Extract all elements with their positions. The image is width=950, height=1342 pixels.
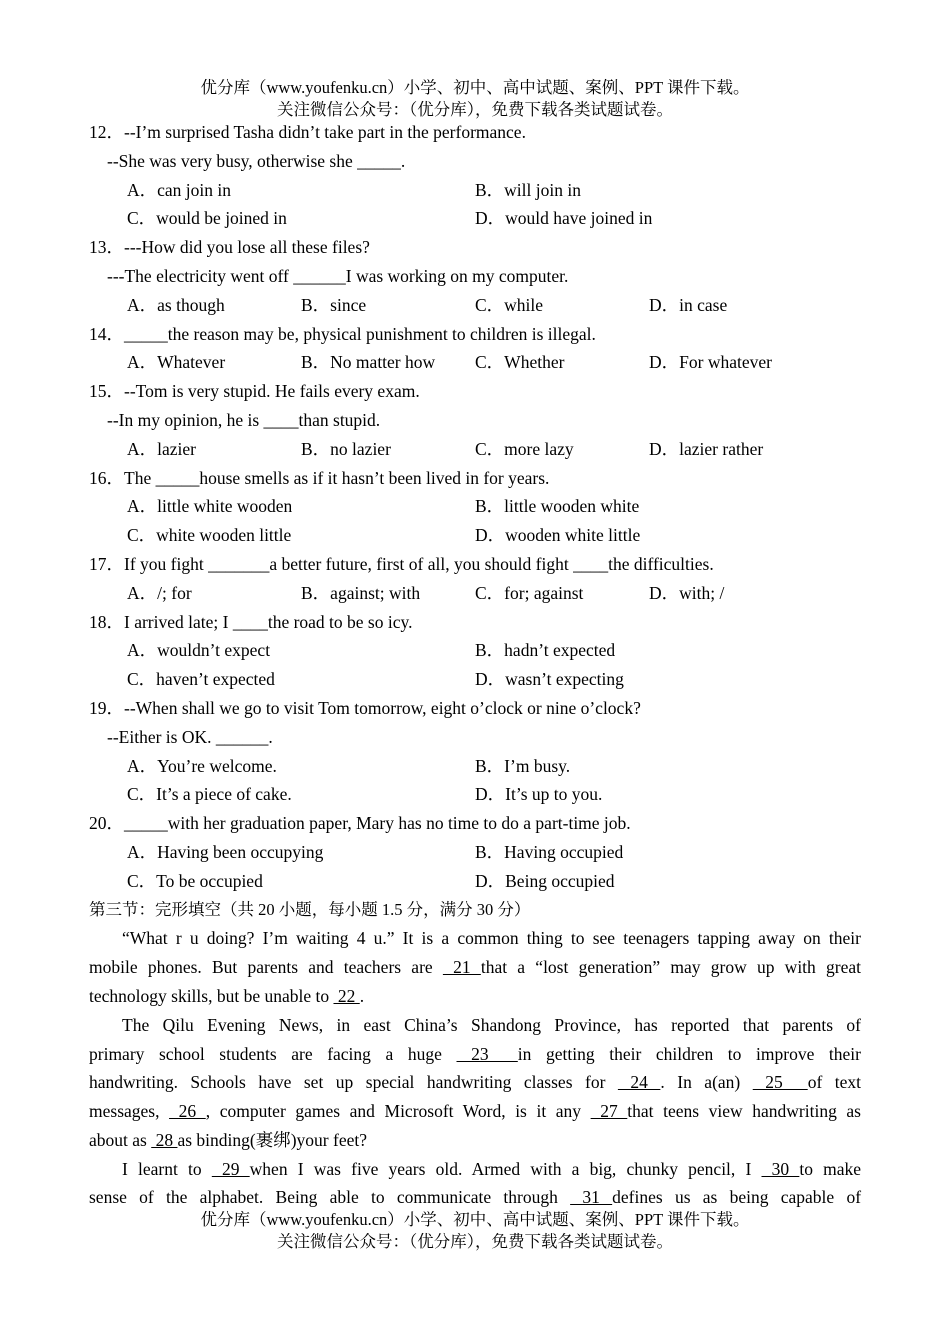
option-b: B．will join in [475,179,581,200]
option-d: D．It’s up to you. [475,784,603,805]
passage-text: defines us as being capable of [612,1187,862,1208]
cloze-blank: 31 [570,1187,613,1208]
option-c: C．while [475,294,544,315]
passage-line [89,1126,861,1155]
passage-paragraph [89,1011,861,1155]
question-stem: 14．_____the reason may be, physical punishment to children is illegal. [89,323,596,344]
page-header [0,77,950,121]
exam-body [89,118,861,1212]
cloze-blank: 22 [333,985,360,1006]
option-a: A．lazier [127,438,196,459]
question-block [89,550,861,608]
passage-text: technology skills, but be unable to [89,985,334,1006]
option-b: B．hadn’t expected [475,640,616,661]
question-block [89,809,861,895]
option-c: C．To be occupied [127,870,263,891]
option-d: D．in case [649,294,728,315]
options-row [89,348,861,377]
options-row [89,579,861,608]
option-d: D．with; / [649,582,725,603]
question-stem: 16．The _____house smells as if it hasn’t been lived in for years. [89,467,550,488]
cloze-blank: 29 [211,1158,250,1179]
question-block [89,118,861,233]
dialogue-line: --In my opinion, he is ____than stupid. [107,409,381,430]
question-block [89,694,861,809]
passage-text: sense of the alphabet. Being able to communicate through [89,1187,571,1208]
option-a: A．little white wooden [127,496,293,517]
passage-text: messages, [89,1101,170,1122]
passage-line [89,1097,861,1126]
question-stem: 15．--Tom is very stupid. He fails every exam. [89,381,420,402]
cloze-blank: 25 [752,1072,808,1093]
passage-text: I learnt to [122,1158,212,1179]
option-d: D．Being occupied [475,870,615,891]
cloze-blank: 26 [169,1101,206,1122]
dialogue-line: ---The electricity went off ______I was working on my computer. [107,265,569,286]
options-row [89,867,861,896]
dialogue-line: --Either is OK. ______. [107,726,273,747]
passage-text: . In a(an) [660,1072,753,1093]
question-stem: 17．If you fight _______a better future, first of all, you should fight ____the difficulties. [89,553,714,574]
passage-text: mobile phones. But parents and teachers are [89,957,443,978]
question-block [89,320,861,378]
options-row [89,435,861,464]
passage-line [89,1068,861,1097]
header-line-1: 优分库（www.youfenku.cn）小学、初中、高中试题、案例、PPT 课件下载。 [200,78,750,97]
cloze-blank: 21 [442,957,481,978]
option-a: A．Having been occupying [127,841,324,862]
dialogue-line: --She was very busy, otherwise she _____. [107,150,406,171]
passage-line [89,924,861,953]
option-a: A．wouldn’t expect [127,640,271,661]
passage-text: . [359,985,365,1006]
option-b: B．against; with [301,582,421,603]
passage-text: “What r u doing? I’m waiting 4 u.” It is a common thing to see teenagers tapping away on their [122,928,861,949]
option-b: B．No matter how [301,352,436,373]
option-b: B．Having occupied [475,841,624,862]
options-row [89,780,861,809]
question-stem: 12．--I’m surprised Tasha didn’t take part in the performance. [89,122,526,142]
question-block [89,464,861,550]
option-c: C．more lazy [475,438,574,459]
options-row [89,838,861,867]
option-d: D．would have joined in [475,208,653,229]
option-a: A．/; for [127,582,192,603]
question-block [89,233,861,319]
cloze-blank: 30 [761,1158,800,1179]
option-c: C．It’s a piece of cake. [127,784,292,805]
options-row [89,492,861,521]
passage-text: of text [807,1072,862,1093]
question-stem: 19．--When shall we go to visit Tom tomorrow, eight o’clock or nine o’clock? [89,697,641,718]
passage-text: in getting their children to improve their [517,1043,861,1064]
question-stem: 18．I arrived late; I ____the road to be so icy. [89,611,413,632]
passage-paragraph [89,924,861,1010]
option-c: C．would be joined in [127,208,287,229]
option-d: D．wooden white little [475,525,641,546]
passage-text: to make [799,1158,862,1179]
option-c: C．white wooden little [127,525,292,546]
question-stem: 20．_____with her graduation paper, Mary has no time to do a part-time job. [89,813,631,834]
option-c: C．haven’t expected [127,669,275,690]
option-a: A．as though [127,294,225,315]
passage-text: about as [89,1129,152,1150]
options-row [89,291,861,320]
cloze-blank: 28 [151,1129,178,1150]
cloze-blank: 27 [590,1101,628,1122]
passage-text: that teens view handwriting as [627,1101,861,1122]
option-a: A．can join in [127,179,232,200]
passage-line [89,982,861,1011]
option-b: B．no lazier [301,438,391,459]
passage-line [89,953,861,982]
passage-text: when I was five years old. Armed with a big, chunky pencil, I [249,1158,762,1179]
passage-text: as binding(裹绑)your feet? [177,1129,367,1150]
cloze-blank: 24 [617,1072,661,1093]
option-b: B．I’m busy. [475,755,571,776]
options-row [89,636,861,665]
question-block [89,377,861,463]
option-b: B．since [301,294,367,315]
option-a: A．You’re welcome. [127,755,277,776]
passage-line [89,1011,861,1040]
option-c: C．Whether [475,352,565,373]
page-footer [0,1209,950,1253]
options-row [89,176,861,205]
options-row [89,665,861,694]
option-d: D．lazier rather [649,438,764,459]
passage-text: that a “lost generation” may grow up with great [480,957,861,978]
question-stem: 13．---How did you lose all these files? [89,237,370,258]
options-row [89,752,861,781]
header-line-2: 关注微信公众号：（优分库），免费下载各类试题试卷。 [277,100,673,119]
option-c: C．for; against [475,582,584,603]
passage-text: The Qilu Evening News, in east China’s Shandong Province, has reported that parents of [122,1014,861,1035]
question-block [89,608,861,694]
passage-line [89,1040,861,1069]
passage-text: , computer games and Microsoft Word, is it any [205,1101,591,1122]
section-title: 第三节：完形填空（共 20 小题，每小题 1.5 分，满分 30 分） [89,899,531,919]
footer-line-2: 关注微信公众号：（优分库），免费下载各类试题试卷。 [277,1232,673,1251]
passage-line [89,1155,861,1184]
cloze-blank: 23 [456,1043,518,1064]
passage-line [89,1183,861,1212]
options-row [89,204,861,233]
passage-text: primary school students are facing a huge [89,1043,457,1064]
options-row [89,521,861,550]
passage-text: handwriting. Schools have set up special handwriting classes for [89,1072,618,1093]
option-d: D．For whatever [649,352,772,373]
option-a: A．Whatever [127,352,226,373]
footer-line-1: 优分库（www.youfenku.cn）小学、初中、高中试题、案例、PPT 课件下载。 [200,1210,750,1229]
option-b: B．little wooden white [475,496,640,517]
option-d: D．wasn’t expecting [475,669,624,690]
passage-paragraph [89,1155,861,1213]
